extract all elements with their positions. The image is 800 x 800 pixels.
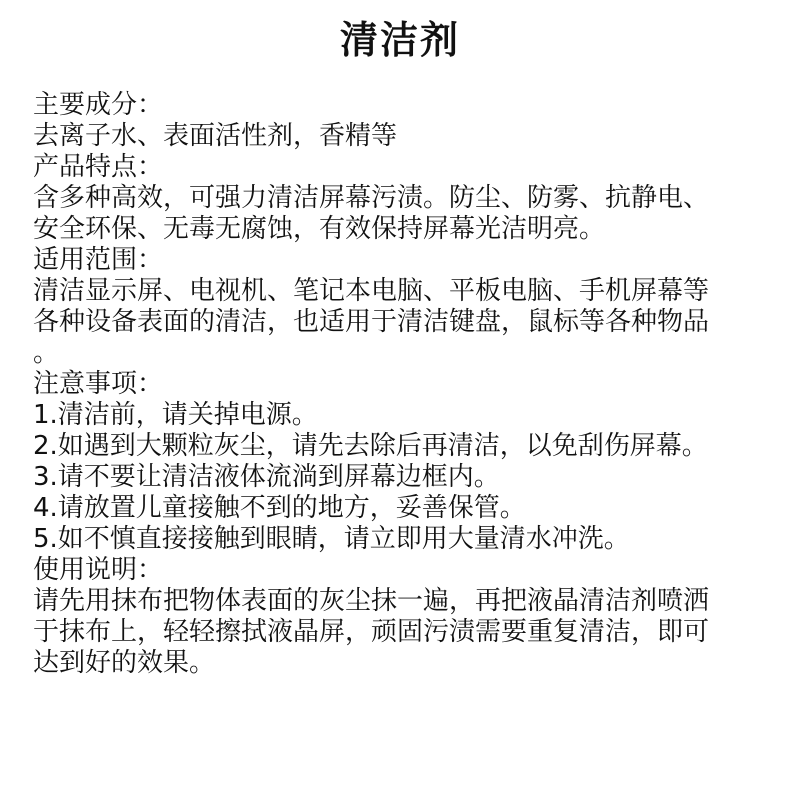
text-line: 清洁显示屏、电视机、笔记本电脑、平板电脑、手机屏幕等 bbox=[33, 276, 710, 306]
text-line: 各种设备表面的清洁，也适用于清洁键盘，鼠标等各种物品 bbox=[33, 307, 710, 337]
list-item: 2.如遇到大颗粒灰尘，请先去除后再清洁，以免刮伤屏幕。 bbox=[33, 431, 708, 461]
text-line: 请先用抹布把物体表面的灰尘抹一遍，再把液晶清洁剂喷洒 bbox=[33, 586, 710, 616]
text-line: 达到好的效果。 bbox=[33, 648, 216, 678]
text-line: 。 bbox=[33, 338, 60, 368]
list-item: 4.请放置儿童接触不到的地方，妥善保管。 bbox=[33, 493, 526, 523]
heading-instructions: 使用说明： bbox=[33, 555, 164, 585]
text-line: 于抹布上，轻轻擦拭液晶屏，顽固污渍需要重复清洁，即可 bbox=[33, 617, 710, 647]
document-body bbox=[33, 90, 773, 679]
heading-ingredients: 主要成分： bbox=[33, 90, 164, 120]
list-item: 5.如不慎直接接触到眼睛，请立即用大量清水冲洗。 bbox=[33, 524, 630, 554]
list-item: 1.清洁前，请关掉电源。 bbox=[33, 400, 318, 430]
text-line: 去离子水、表面活性剂，香精等 bbox=[33, 121, 398, 151]
text-line: 安全环保、无毒无腐蚀，有效保持屏幕光洁明亮。 bbox=[33, 214, 606, 244]
heading-scope: 适用范围： bbox=[33, 245, 164, 275]
heading-precautions: 注意事项： bbox=[33, 369, 164, 399]
text-line: 含多种高效，可强力清洁屏幕污渍。防尘、防雾、抗静电、 bbox=[33, 183, 710, 213]
heading-features: 产品特点： bbox=[33, 152, 164, 182]
list-item: 3.请不要让清洁液体流淌到屏幕边框内。 bbox=[33, 462, 500, 492]
page-title: 清洁剂 bbox=[339, 18, 460, 62]
